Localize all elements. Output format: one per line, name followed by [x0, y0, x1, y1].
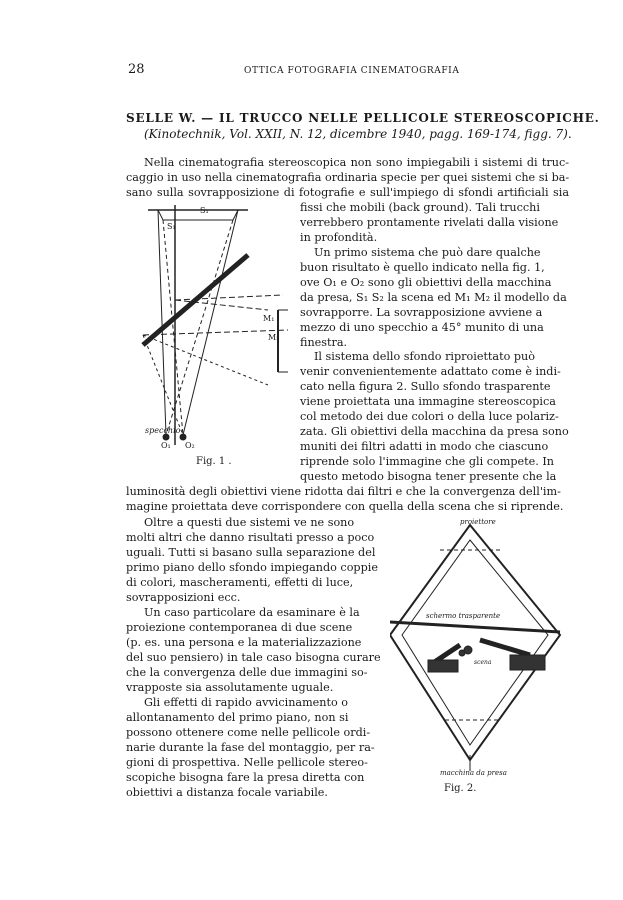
body-line: col metodo dei due colori o della luce polariz-: [300, 410, 559, 423]
body-line: sovrapposizioni ecc.: [126, 591, 241, 604]
body-line: sovrapporre. La sovrapposizione avviene a: [300, 306, 543, 319]
fig1-label-o1: O₁: [161, 441, 171, 450]
body-line: fissi che mobili (back ground). Tali trucchi: [300, 201, 540, 214]
body-line: proiezione contemporanea di due scene: [126, 621, 353, 634]
body-line: verrebbero prontamente rivelati dalla visione: [300, 216, 559, 229]
figure-1: [128, 200, 298, 450]
body-line: possono ottenere come nelle pellicole ordi-: [126, 726, 371, 739]
figure-2: [390, 515, 570, 785]
fig1-label-m2: M₂: [268, 333, 280, 342]
body-line: Un caso particolare da esaminare è la: [144, 606, 360, 619]
body-line: Nella cinematografia stereoscopica non sono impiegabili i sistemi di truc-: [144, 156, 569, 169]
body-line: mezzo di uno specchio a 45° munito di una: [300, 321, 544, 334]
page-number: 28: [128, 62, 145, 77]
body-line: Gli effetti di rapido avvicinamento o: [144, 696, 349, 709]
body-line: uguali. Tutti si basano sulla separazione del: [126, 546, 376, 559]
body-line: obiettivi a distanza focale variabile.: [126, 786, 328, 799]
body-line: buon risultato è quello indicato nella fig. 1,: [300, 261, 545, 274]
body-line: (p. es. una persona e la materializzazione: [126, 636, 362, 649]
fig2-label-projectors: proiettore: [460, 518, 496, 526]
fig1-label-o2: O₂: [185, 441, 195, 450]
body-line: Il sistema dello sfondo riproiettato può: [314, 350, 535, 363]
body-line: venir convenientemente adattato come è indi-: [300, 365, 561, 378]
body-line: Oltre a questi due sistemi ve ne sono: [144, 516, 355, 529]
body-line: zata. Gli obiettivi della macchina da presa sono: [300, 425, 569, 438]
body-line: cato nella figura 2. Sullo sfondo trasparente: [300, 380, 551, 393]
body-line: del suo pensiero) in tale caso bisogna curare: [126, 651, 381, 664]
body-line: muniti dei filtri adatti in modo che ciascuno: [300, 440, 549, 453]
body-line: molti altri che danno risultati presso a poco: [126, 531, 375, 544]
body-line: primo piano dello sfondo impiegando coppie: [126, 561, 378, 574]
body-line: magine proiettata deve corrispondere con quella della scena che si riprende.: [126, 500, 564, 513]
fig2-caption: Fig. 2.: [444, 783, 477, 794]
fig1-label-mirror: specchio: [145, 426, 181, 435]
body-line: viene proiettata una immagine stereoscopica: [300, 395, 556, 408]
body-line: scopiche bisogna fare la presa diretta con: [126, 771, 365, 784]
body-line: di colori, mascheramenti, effetti di luce,: [126, 576, 354, 589]
body-line: allontanamento del primo piano, non si: [126, 711, 349, 724]
body-line: che la convergenza delle due immagini so-: [126, 666, 368, 679]
body-line: caggio in uso nella cinematografia ordinaria specie per quei sistemi che si ba-: [126, 171, 570, 184]
fig1-caption: Fig. 1 .: [196, 456, 232, 467]
fig1-label-s1: S₁: [200, 206, 209, 215]
body-line: luminosità degli obiettivi viene ridotta dai filtri e che la convergenza dell'im-: [126, 485, 561, 498]
body-line: narie durante la fase del montaggio, per ra-: [126, 741, 375, 754]
body-line: riprende solo l'immagine che gli compete. In: [300, 455, 554, 468]
running-title: OTTICA FOTOGRAFIA CINEMATOGRAFIA: [244, 66, 460, 76]
body-line: finestra.: [300, 336, 348, 349]
fig2-label-camera: macchina da presa: [440, 769, 507, 777]
body-line: in profondità.: [300, 231, 378, 244]
body-line: da presa, S₁ S₂ la scena ed M₁ M₂ il modello da: [300, 291, 567, 304]
body-line: vrapposte sia assolutamente uguale.: [126, 681, 334, 694]
body-line: ove O₁ e O₂ sono gli obiettivi della macchina: [300, 276, 552, 289]
fig1-label-s1-low: S₁: [167, 222, 176, 231]
article-title: SELLE W. — IL TRUCCO NELLE PELLICOLE STEREOSCOPICHE.: [126, 111, 600, 125]
article-citation: (Kinotechnik, Vol. XXII, N. 12, dicembre 1940, pagg. 169-174, figg. 7).: [144, 127, 572, 141]
fig2-label-scene: scena: [474, 659, 492, 666]
body-line: sano sulla sovrapposizione di fotografie e sull'impiego di sfondi artificiali sia: [126, 186, 569, 199]
body-line: gioni di prospettiva. Nelle pellicole stereo-: [126, 756, 368, 769]
fig1-label-m1: M₁: [263, 314, 275, 323]
fig2-label-screen: schermo trasparente: [426, 612, 501, 620]
body-line: Un primo sistema che può dare qualche: [314, 246, 541, 259]
body-line: questo metodo bisogna tener presente che la: [300, 470, 557, 483]
